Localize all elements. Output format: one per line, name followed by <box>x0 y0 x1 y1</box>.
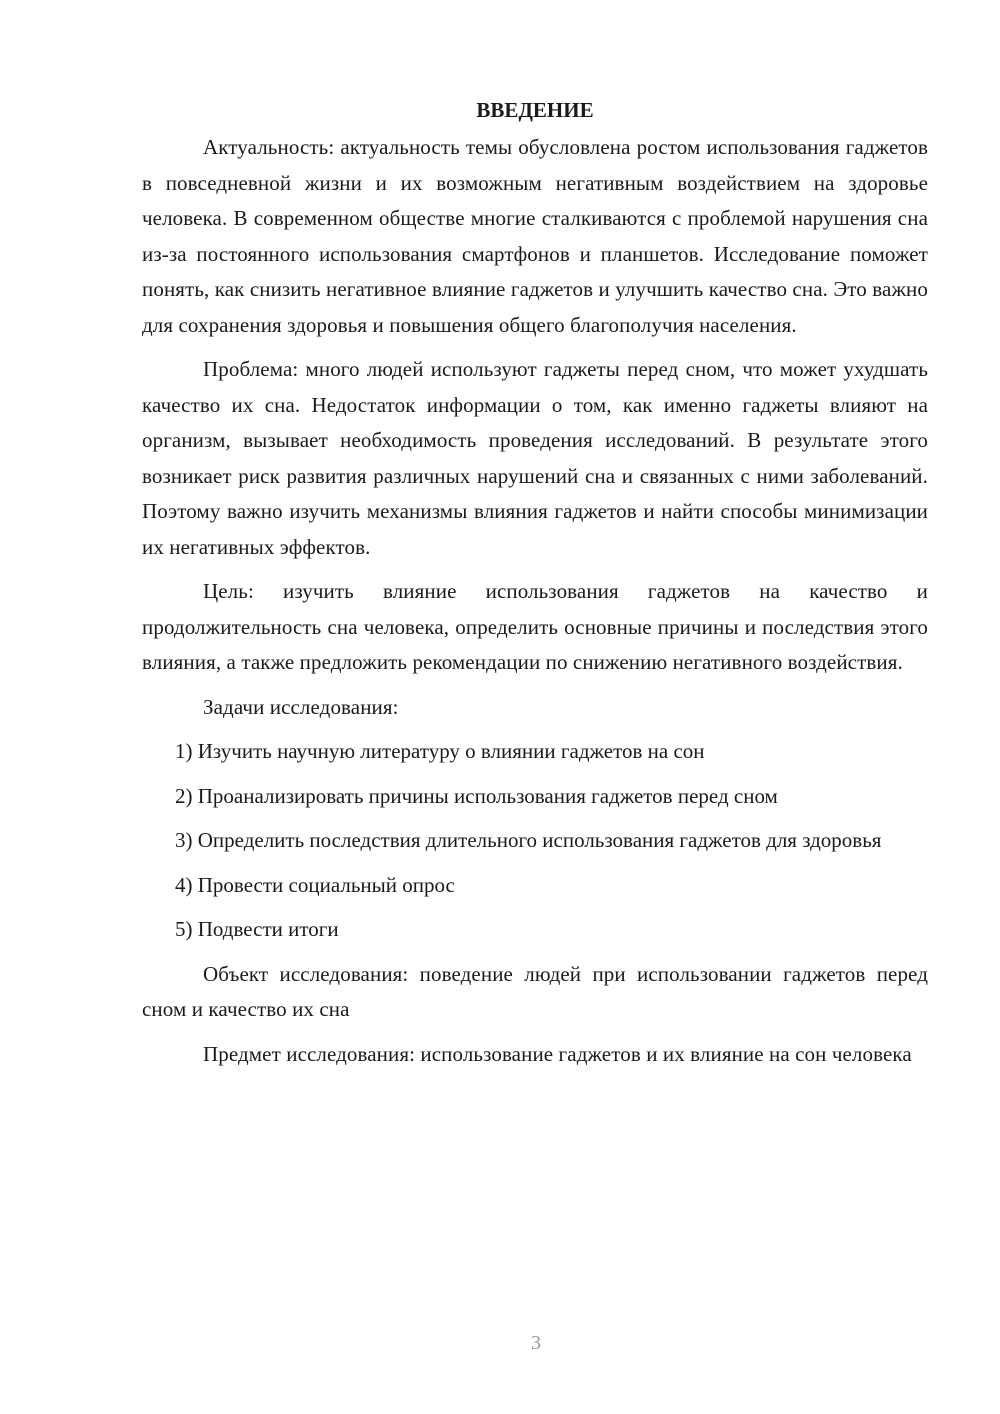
task-item-2: 2) Проанализировать причины использования гаджетов перед сном <box>175 783 778 808</box>
task-item-5: 5) Подвести итоги <box>175 917 339 941</box>
problem-paragraph: Проблема: много людей используют гаджеты перед сном, что может ухудшать качество их сна. Недостаток информации о том, как именно гаджеты влияют на организм, вызывает необходимость проведения исследований. В результате этого возникает риск развития различных нарушений сна и связанных с ними заболеваний. Поэтому важно изучить механизмы влияния гаджетов и найти способы минимизации их негативных эффектов. <box>142 357 928 559</box>
goal-paragraph: Цель: изучить влияние использования гаджетов на качество и продолжительность сна человека, определить основные причины и последствия этого влияния, а также предложить рекомендации по снижению негативного воздействия. <box>142 579 928 674</box>
object-paragraph: Объект исследования: поведение людей при использовании гаджетов перед сном и качество их сна <box>142 961 928 1021</box>
relevance-paragraph: Актуальность: актуальность темы обусловлена ростом использования гаджетов в повседневной жизни и их возможным негативным воздействием на здоровье человека. В современном обществе многие сталкиваются с проблемой нарушения сна из-за постоянного использования смартфонов и планшетов. Исследование поможет понять, как снизить негативное влияние гаджетов и улучшить качество сна. Это важно для сохранения здоровья и повышения общего благополучия населения. <box>142 135 928 337</box>
task-item-3: 3) Определить последствия длительного использования гаджетов для здоровья <box>175 828 882 852</box>
task-item-4: 4) Провести социальный опрос <box>175 872 455 897</box>
page-number: 3 <box>531 1332 541 1354</box>
document-page <box>142 92 928 1081</box>
task-item-1: 1) Изучить научную литературу о влиянии гаджетов на сон <box>175 739 705 763</box>
subject-paragraph: Предмет исследования: использование гаджетов и их влияние на сон человека <box>203 1041 912 1066</box>
tasks-heading: Задачи исследования: <box>203 694 399 719</box>
page-title: ВВЕДЕНИЕ <box>476 98 594 122</box>
